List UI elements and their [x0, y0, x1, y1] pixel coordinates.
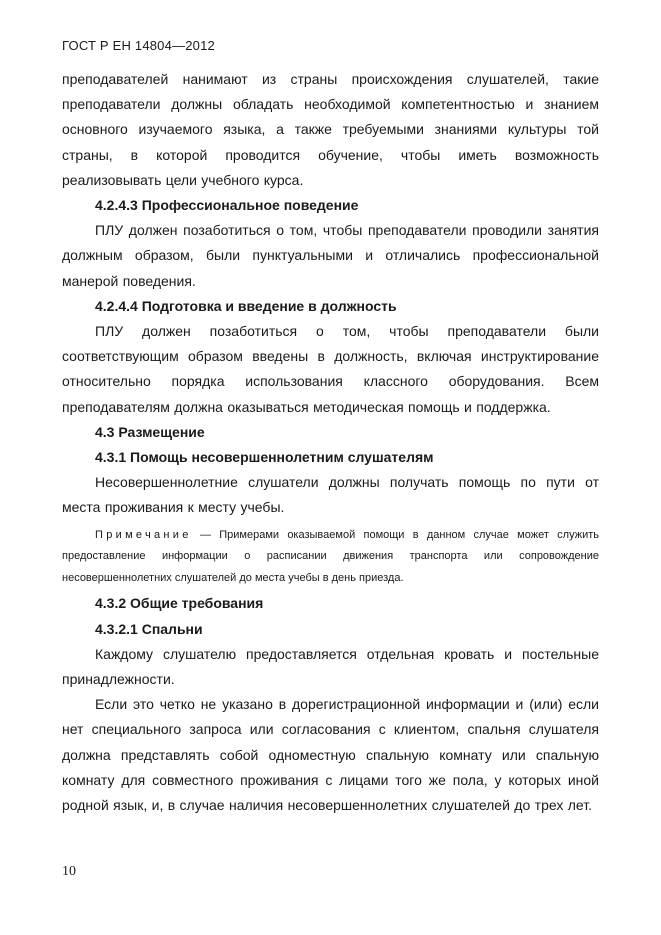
heading-4-3: 4.3 Размещение [95, 423, 205, 440]
heading-4-2-4-3: 4.2.4.3 Профессиональное поведение [95, 197, 359, 214]
heading-4-3-2: 4.3.2 Общие требования [95, 595, 264, 612]
paragraph-4-2-4-3: ПЛУ должен позаботиться о том, чтобы преподаватели проводили занятия должным образом, были пунктуальными и отличались профессиональной манерой поведения. [62, 222, 599, 289]
heading-4-3-1: 4.3.1 Помощь несовершеннолетним слушателям [95, 449, 434, 466]
paragraph-intro: преподавателей нанимают из страны происхождения слушателей, такие преподаватели должны обладать необходимой компетентностью и знанием основного изучаемого языка, а также требуемыми знаниями культуры той страны, в которой проводится обучение, чтобы иметь возможность реализовывать цели учебного курса. [62, 71, 599, 188]
document-body [62, 67, 599, 818]
note-text: — Примерами оказываемой помощи в данном случае может служить предоставление информации о расписании движения транспорта или сопровождение несовершеннолетних слушателей до места учебы в день приезда. [62, 528, 599, 584]
heading-4-3-2-1: 4.3.2.1 Спальни [95, 620, 203, 637]
document-header: ГОСТ Р ЕН 14804—2012 [62, 38, 215, 53]
heading-4-2-4-4: 4.2.4.4 Подготовка и введение в должность [95, 297, 397, 314]
paragraph-4-2-4-4: ПЛУ должен позаботиться о том, чтобы преподаватели были соответствующим образом введены в должность, включая инструктирование относительно порядка использования классного оборудования. Всем преподавателям должна оказываться методическая помощь и поддержка. [62, 323, 599, 415]
page-number: 10 [62, 864, 76, 879]
paragraph-4-3-2-1-b: Если это четко не указано в дорегистрационной информации и (или) если нет специального запроса или согласования с клиентом, спальня слушателя должна представлять собой одноместную спальную комнату или спальную комнату для совместного проживания с лицами того же пола, у которых иной родной язык, и, в случае наличия несовершеннолетних слушателей до трех лет. [62, 696, 599, 814]
paragraph-4-3-1: Несовершеннолетние слушатели должны получать помощь по пути от места проживания к месту учебы. [62, 474, 599, 516]
note-label: Примечание [95, 528, 192, 541]
paragraph-4-3-2-1-a: Каждому слушателю предоставляется отдельная кровать и постельные принадлежности. [62, 645, 599, 688]
note [62, 525, 599, 590]
